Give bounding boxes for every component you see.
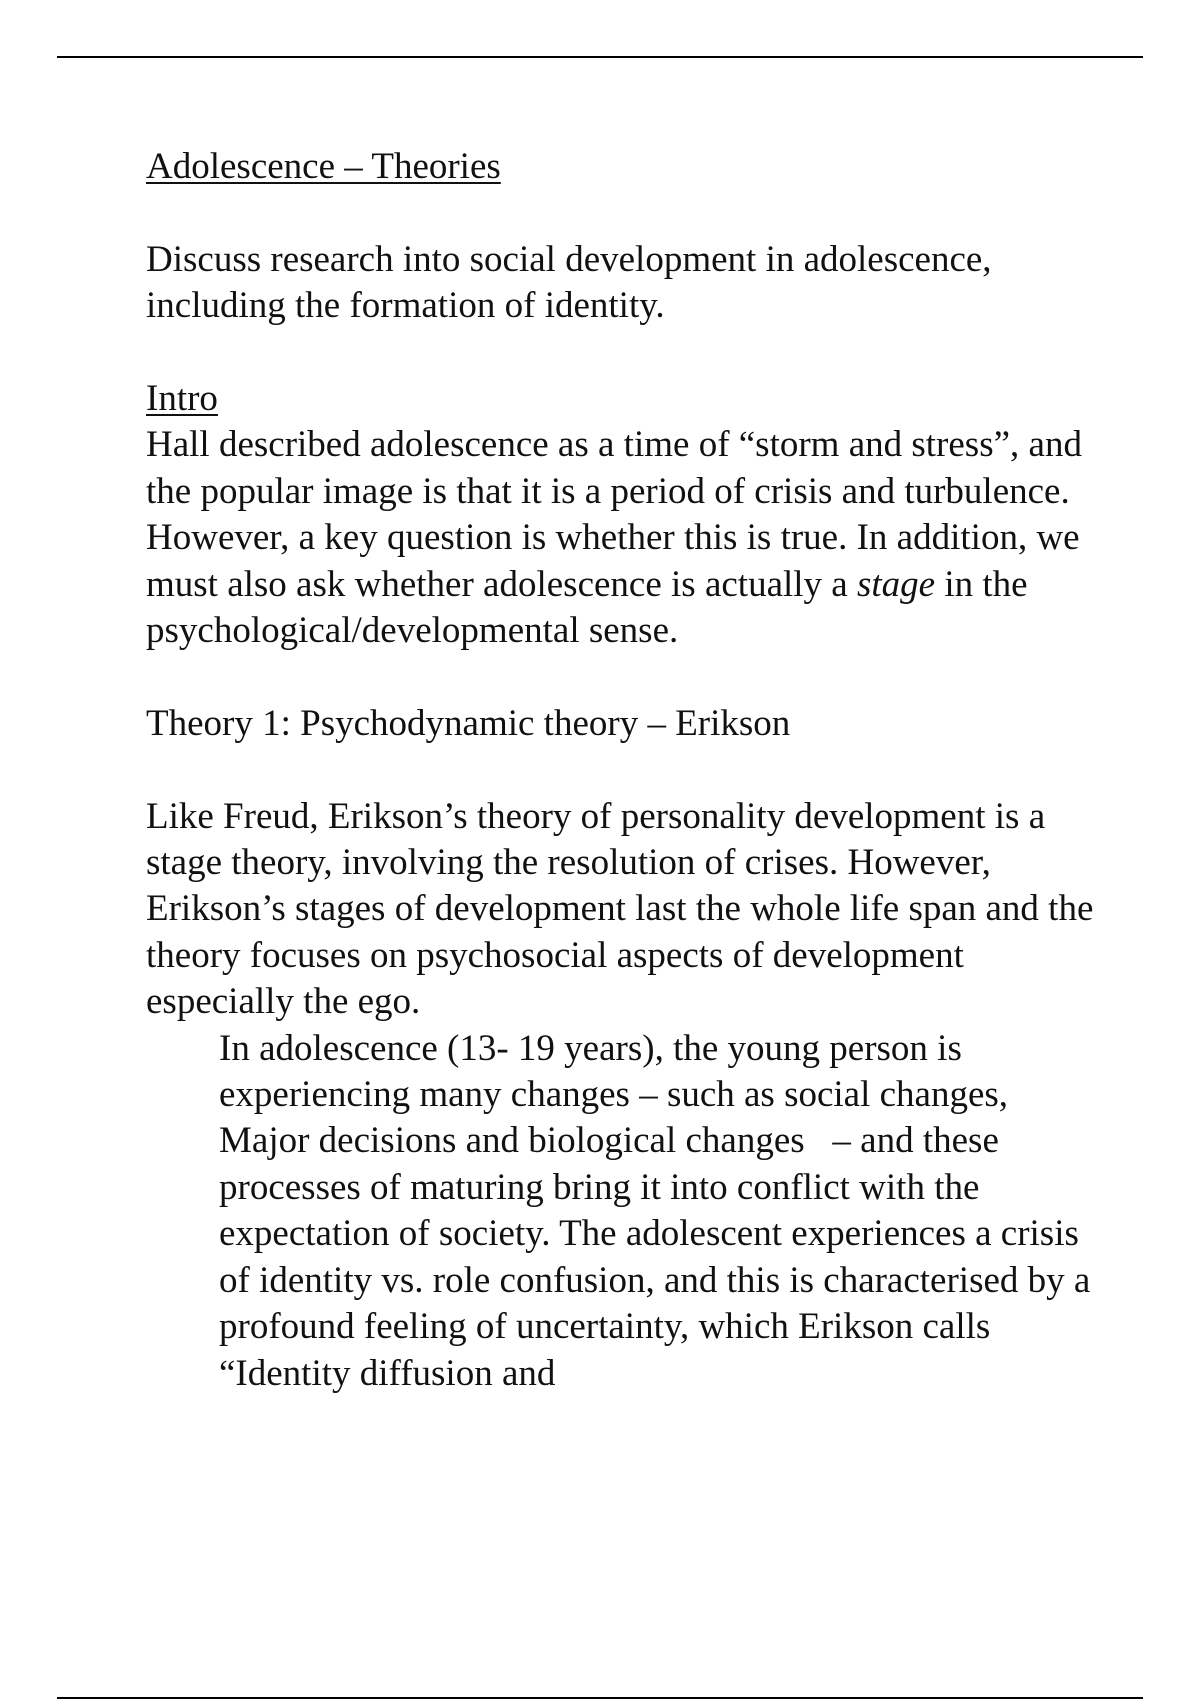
intro-text-end: in the psychological/developmental sense. (146, 563, 1028, 652)
bottom-rule (57, 1697, 1143, 1699)
intro-emphasis: stage (856, 563, 936, 605)
document-title: Adolescence – Theories (146, 146, 501, 187)
theory1-indented-paragraph: In adolescence (13- 19 years), the young person is experiencing many changes – such as social changes, Major decisions and biological changes – and these processes of maturing bring it into conflict with the expectation of society. The adolescent experiences a crisis of identity vs. role confusion, and this is characterised by a profound feeling of uncertainty, which Erikson calls “Identity diffusion and (219, 1027, 1100, 1394)
theory1-heading: Theory 1: Psychodynamic theory – Erikson (146, 702, 791, 744)
spacer (146, 190, 1106, 236)
top-rule (57, 56, 1143, 58)
document-body (146, 144, 1106, 1397)
intro-paragraph (146, 422, 1106, 654)
intro-heading: Intro (146, 378, 218, 419)
spacer (146, 747, 1106, 793)
essay-question: Discuss research into social development in adolescence, including the formation of identity. (146, 238, 992, 327)
spacer (146, 330, 1106, 376)
intro-text-start: Hall described adolescence as a time of “storm and stress”, and the popular image is that it is a period of crisis and turbulence. However, a key question is whether this is true. In addition, we must also ask whether adolescence is actually a (146, 424, 1082, 605)
theory1-paragraph: Like Freud, Erikson’s theory of personality development is a stage theory, involving the resolution of crises. However, Erikson’s stages of development last the whole life span and the theory focuses on psychosocial aspects of development especially the ego. (146, 795, 1094, 1023)
spacer (146, 654, 1106, 700)
